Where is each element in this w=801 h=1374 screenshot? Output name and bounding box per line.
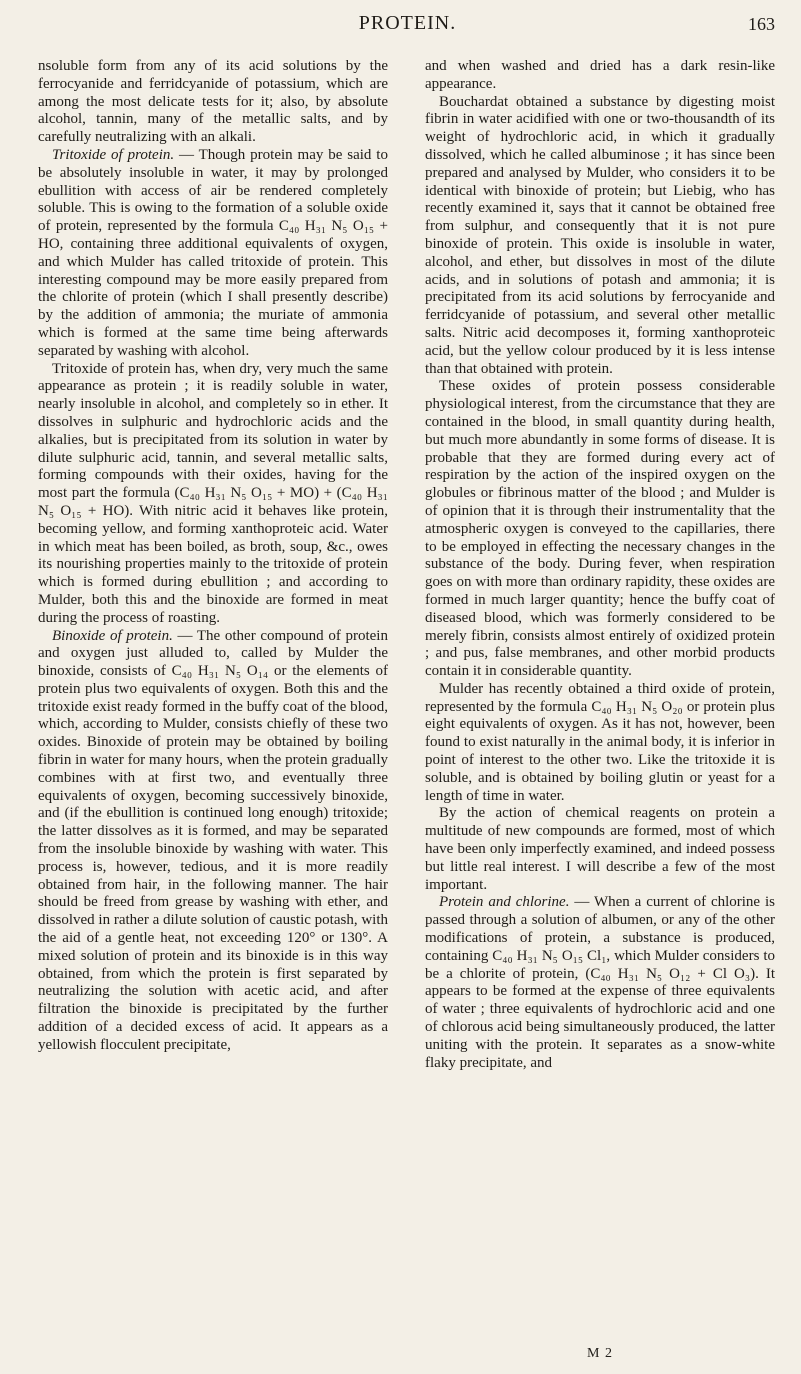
paragraph — [425, 894, 775, 1072]
paragraph: Mulder has recently obtained a third oxide of protein, represented by the formula C₄₀ H₃₁ N₅ O₂₀ or protein plus eight equivalents of oxygen. As it has not, however, been found to exist naturally in the animal body, it is inferior in point of interest to the other two. Like the tritoxide it is soluble, and is obtained by boiling glutin or yeast for a length of time in water. — [425, 680, 775, 804]
paragraph — [38, 628, 388, 1055]
left-column — [38, 58, 388, 1055]
signature-mark: M 2 — [587, 1346, 613, 1361]
page-header — [40, 12, 775, 44]
section-heading: Binoxide of protein. — [52, 627, 173, 644]
running-title: PROTEIN. — [358, 12, 457, 34]
section-heading: Protein and chlorine. — [439, 894, 570, 911]
right-column — [425, 58, 775, 1072]
paragraph: nsoluble form from any of its acid solutions by the ferrocyanide and ferridcyanide of potassium, which are among the most delicate tests for it; also, by absolute alcohol, tannin, many of the metallic salts, and by carefully neutralizing with an alkali. — [38, 58, 388, 146]
paragraph: Bouchardat obtained a substance by digesting moist fibrin in water acidified with one or two-thousandth of its weight of hydrochloric acid, in which it gradually dissolved, which he called albuminose ; it has since been prepared and analysed by Mulder, who considers it to be identical with binoxide of protein; but Liebig, who has recently examined it, says that it cannot be obtained free from sulphur, and consequently that it is not pure binoxide of protein. This oxide is insoluble in water, alcohol, and ether, but dissolves in most of the dilute acids, and in solutions of potash and ammonia; it is precipitated from its acid solutions by ferrocyanide and ferridcyanide of potassium, and several other metallic salts. Nitric acid decomposes it, forming xanthoproteic acid, but the yellow colour produced by it is less intense than that obtained with protein. — [425, 93, 775, 377]
paragraph-text: — When a current of chlorine is passed through a solution of albumen, or any of the other modifications of protein, a substance is produced, containing C₄₀ H₃₁ N₅ O₁₅ Cl₁, which Mulder considers to be a chlorite of protein, (C₄₀ H₃₁ N₅ O₁₂ + Cl O₃). It appears to be formed at the expense of three equivalents of water ; three equivalents of hydrochloric acid and one of chlorous acid being simultaneously produced, the latter uniting with the protein. It separates as a snow-white flaky precipitate, and — [425, 894, 775, 1071]
paragraph-text: — The other compound of protein and oxygen just alluded to, called by Mulder the binoxide, consists of C₄₀ H₃₁ N₅ O₁₄ or the elements of protein plus two equivalents of oxygen. Both this and the tritoxide exist ready formed in the buffy coat of the blood, which, according to Mulder, consists chiefly of these two oxides. Binoxide of protein may be obtained by boiling fibrin in water for many hours, when the protein gradually combines with at first two, and eventually three equivalents of oxygen, becoming successively binoxide, and (if the ebullition is continued long enough) tritoxide; the latter dissolves as it is formed, and may be separated from the insoluble binoxide by washing with water. This process is, however, tedious, and it is more readily obtained from hair, in the following manner. The hair should be freed from grease by washing with ether, and dissolved in rather a dilute solution of caustic potash, with the aid of a gentle heat, not exceeding 120° or 130°. A mixed solution of protein and its binoxide is in this way obtained, from which the protein is first separated by neutralizing the solution with acetic acid, and after filtration the binoxide is precipitated by the further addition of a decided excess of acid. It appears as a yellowish flocculent precipitate, — [38, 627, 388, 1053]
page-number: 163 — [748, 14, 775, 34]
paragraph: and when washed and dried has a dark resin-like appearance. — [425, 58, 775, 92]
section-heading: Tritoxide of protein. — [52, 146, 175, 163]
paragraph: These oxides of protein possess considerable physiological interest, from the circumstance that they are contained in the blood, in small quantity during health, but much more abundantly in some forms of disease. It is probable that they are formed during every act of respiration by the action of the inspired oxygen on the globules or fibrinous matter of the blood ; and Mulder is of opinion that it is through their instrumentality that the atmospheric oxygen is conveyed to the capillaries, there to be employed in effecting the necessary changes in the substance of the body. During fever, when respiration goes on with more than ordinary rapidity, these oxides are formed in much larger quantity; hence the buffy coat of diseased blood, which was formerly considered to be merely fibrin, consists almost entirely of oxidized protein ; and pus, false membranes, and other morbid products contain it in considerable quantity. — [425, 378, 775, 680]
paragraph: By the action of chemical reagents on protein a multitude of new compounds are formed, most of which have been only imperfectly examined, and indeed possess but little real interest. I will describe a few of the most important. — [425, 805, 775, 893]
paragraph-text: — Though protein may be said to be absolutely insoluble in water, it may by prolonged ebullition with access of air be rendered completely soluble. This is owing to the formation of a soluble oxide of protein, represented by the formula C₄₀ H₃₁ N₅ O₁₅ + HO, containing three additional equivalents of oxygen, and which Mulder has called tritoxide of protein. This interesting compound may be more easily prepared from the chlorite of protein (which I shall presently describe) by the addition of ammonia; the muriate of ammonia which is formed at the same time being afterwards separated by washing with alcohol. — [38, 146, 388, 359]
paragraph: Tritoxide of protein has, when dry, very much the same appearance as protein ; it is readily soluble in water, nearly insoluble in alcohol, and completely so in ether. It dissolves in sulphuric and hydrochloric acids and the alkalies, but is precipitated from its solution in water by dilute sulphuric acid, tannin, and several metallic salts, forming compounds with their oxides, having for the most part the formula (C₄₀ H₃₁ N₅ O₁₅ + MO) + (C₄₀ H₃₁ N₅ O₁₅ + HO). With nitric acid it behaves like protein, becoming yellow, and forming xanthoproteic acid. Water in which meat has been boiled, as broth, soup, &c., owes its nourishing properties mainly to the tritoxide of protein which is formed during ebullition ; and according to Mulder, both this and the binoxide are formed in meat during the process of roasting. — [38, 360, 388, 626]
paragraph — [38, 147, 388, 361]
